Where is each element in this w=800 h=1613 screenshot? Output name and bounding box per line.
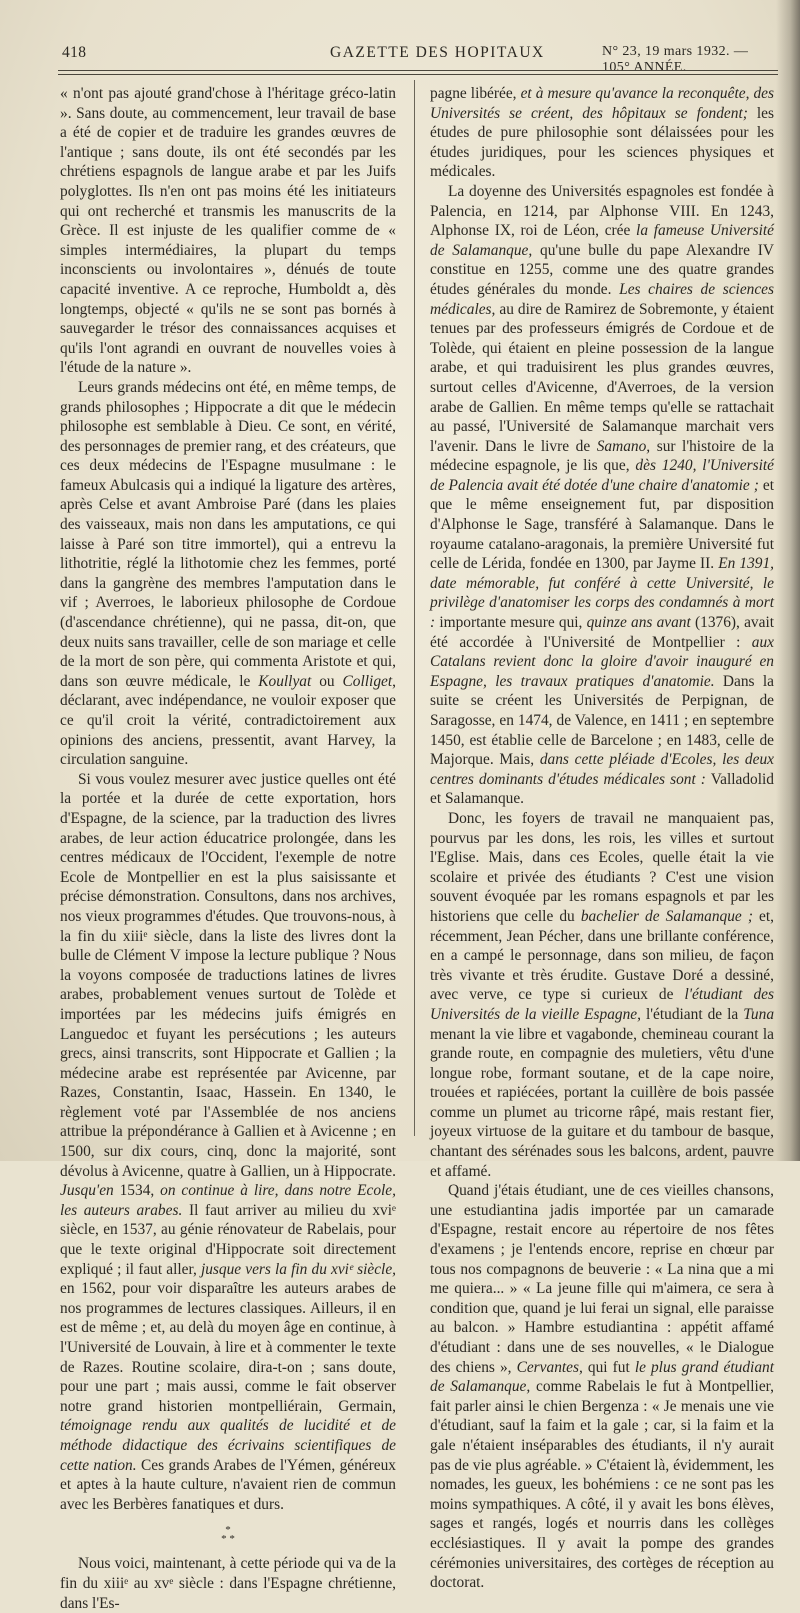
issue-info: N° 23, 19 mars 1932. — 105° ANNÉE. (602, 44, 749, 75)
paragraph: Si vous voulez mesurer avec justice quelles ont été la portée et la durée de cette exportation, hors d'Espagne, de la science, par la traduction des livres arabes, de leur action éducatrice prolongée, dans les centres médicaux de l'Occident, l'exemple de notre Ecole de Montpellier en est la plus saisissante et précise démonstration. Consultons, dans nos archives, nos vieux programmes d'études. Que trouvons-nous, à la fin du xiiiᵉ siècle, dans la liste des livres dont la bulle de Clément V impose la lecture publique ? Nous la voyons composée de traductions latines de livres arabes, probablement venues surtout de Tolède et importées par les médecins juifs émigrés en Languedoc et fuyant les persécutions ; les auteurs grecs, ainsi transcrits, sont Hippocrate et Gallien ; la médecine arabe est représentée par Avicenne, par Razes, Constantin, Isaac, Hassein. En 1340, le règlement voté par l'Assemblée de nos anciens attribue la prépondérance à Gallien et à Avicenne ; en 1500, sur dix cours, cinq, donc la majorité, sont dévolus à Avicenne, quatre à Gallien, un à Hippocrate. Jusqu'en 1534, on continue à lire, dans notre Ecole, les auteurs arabes. Il faut arriver au milieu du xviᵉ siècle, en 1537, au génie rénovateur de Rabelais, pour que le texte original d'Hippocrate soit directement expliqué ; il faut aller, jusque vers la fin du xviᵉ siècle, en 1562, pour voir disparaître les auteurs arabes de nos programmes de lectures classiques. Ailleurs, il en est de même ; et, au delà du moyen âge en continue, à l'Université de Louvain, à lire et à commenter le texte de Razes. Routine scolaire, dira-t-on ; sans doute, pour une part ; mais aussi, comme le fait observer notre grand historien montpelliérain, Germain, témoignage rendu aux qualités de lucidité et de méthode didactique des écrivains scientifiques de cette nation. Ces grands Arabes de l'Yémen, généreux et aptes à la haute culture, n'avaient rien de commun avec les Berbères fanatiques et durs. (60, 770, 396, 1513)
section-asterism: * * * (221, 1524, 235, 1546)
paragraph: Donc, les foyers de travail ne manquaient pas, pourvus par les dons, les rois, les villes et surtout l'Eglise. Mais, dans ces Ecoles, quelle était la vie scolaire et privée des étudiants ? C'est une vision souvent évoquée par les romans espagnols et par les historiens que celle du bachelier de Salamanque ; et, récemment, Jean Pécher, dans une brillante conférence, en a campé le personnage, dans son milieu, de façon très vivante et très érudite. Gustave Doré a dessiné, avec verve, ce type si curieux de l'étudiant des Universités de la vieille Espagne, l'étudiant de la Tuna menant la vie libre et vagabonde, chemineau courant la grande route, en compagnie des muletiers, vêtu d'une longue robe, formant soutane, et de la cape noire, trouées et rapiécées, portant la cuillère de bois passée comme un plumet au tricorne râpé, mais restant fier, joyeux virtuose de la guitare et du tambour de basque, chantant des sérénades sous les balcons, ardent, pauvre et affamé. (430, 809, 775, 1180)
page-spine-shadow (776, 0, 800, 1161)
header-rule-top (58, 70, 778, 71)
running-header (62, 44, 772, 75)
paragraph: Leurs grands médecins ont été, en même temps, de grands philosophes ; Hippocrate a dit que le médecin philosophe est semblable à Dieu. Ce sont, en vérité, des personnages de premier rang, et des créateurs, que ces deux médecins de l'Espagne musulmane : le fameux Abulcasis qui a indiqué la ligature des artères, après Celse et avant Ambroise Paré (dans les plaies des vaisseaux, mais non dans les amputations, ce qui laisse à Paré son titre immortel), qui a entrevu la lithotritie, réglé la lithotomie chez les femmes, porté dans la gangrène des membres l'amputation dans le vif ; Averroes, le laborieux philosophe de Cordoue (d'ascendance chrétienne), qui ne passa, dit-on, que deux nuits sans travailler, celle de son mariage et celle de la mort de son père, qui commenta Aristote et qui, dans son œuvre médicale, le Koullyat ou Colliget, déclarant, avec indépendance, ne vouloir exposer que ce qu'il croit la vérité, contradictoirement aux opinions des anciens, pressentit, avant Harvey, la circulation sanguine. (60, 378, 396, 769)
column-divider (414, 80, 415, 1136)
paragraph: La doyenne des Universités espagnoles est fondée à Palencia, en 1214, par Alphonse VIII. En 1243, Alphonse IX, roi de Léon, crée la fameuse Université de Salamanque, qu'une bulle du pape Alexandre IV constitue en 1255, comme une des quatre grandes études générales du monde. Les chaires de sciences médicales, au dire de Ramirez de Sobremonte, y étaient tenues par des professeurs émigrés de Cordoue et de Tolède, qui étaient en pleine possession de la langue arabe, et qui traduisirent les plus grandes œuvres, surtout celles d'Avicenne, d'Averroes, de la version arabe de Gallien. En même temps qu'elle se rattachait au passé, l'Université de Salamanque marchait vers l'avenir. Dans le livre de Samano, sur l'histoire de la médecine espagnole, je lis que, dès 1240, l'Université de Palencia avait été dotée d'une chaire d'anatomie ; et que le même enseignement fut, par disposition d'Alphonse le Sage, transféré à Salamanque. Dans le royaume catalano-aragonais, la première Université fut celle de Lérida, fondée en 1300, par Jayme II. En 1391, date mémorable, fut conféré à cette Université, le privilège d'anatomiser les corps des condamnés à mort : importante mesure qui, quinze ans avant (1376), avait été accordée à l'Université de Montpellier : aux Catalans revient donc la gloire d'avoir inauguré en Espagne, les travaux pratiques d'anatomie. Dans la suite se créent les Universités de Perpignan, de Saragosse, en 1474, de Valence, en 1411 ; en septembre 1450, est établie celle de Barcelone ; en 1483, celle de Majorque. Mais, dans cette pléiade d'Ecoles, les deux centres dominants d'études médicales sont : Valladolid et Salamanque. (430, 182, 775, 808)
left-column (60, 84, 396, 1613)
journal-title: GAZETTE DES HOPITAUX (330, 44, 545, 61)
page-number: 418 (62, 44, 87, 61)
paragraph: pagne libérée, et à mesure qu'avance la reconquête, des Universités se créent, des hôpitaux se fondent; les études de pure philosophie sont délaissées pour les études juridiques, pour les sciences physiques et médicales. (430, 85, 774, 181)
paragraph: Quand j'étais étudiant, une de ces vieilles chansons, une estudiantina jadis importée par un camarade d'Espagne, restait encore au répertoire de nos fêtes d'examens ; je l'entends encore, reprise en chœur par tous nos compagnons de beuverie : « La nina que a mi me quiera... » « La jeune fille qui m'aimera, ce sera à condition que, quand je lui ferai un signal, elle paraisse au balcon. » Hambre estudiantina : appétit affamé d'étudiant : dans une de ses nouvelles, « le Dialogue des chiens », Cervantes, qui fut le plus grand étudiant de Salamanque, comme Rabelais le fut à Montpellier, fait parler ainsi le chien Bergenza : « Je menais une vie d'étudiant, sauf la faim et la gale ; car, si la faim et la gale n'étaient inséparables des étudiants, il n'y aurait pas de vie plus agréable. » C'étaient là, évidemment, les nomades, les gueux, les bohémiens : ce ne sont pas les moins sympathiques. A côté, il y avait les bons élèves, sages et rangés, logés et nourris dans les collèges ecclésiastiques. Il y avait la pompe des grandes cérémonies universitaires, des cortèges de réception au doctorat. (430, 1182, 775, 1592)
right-column (430, 84, 774, 1593)
header-rule-bottom (58, 74, 778, 75)
paragraph: Nous voici, maintenant, à cette période qui va de la fin du xiiiᵉ au xvᵉ siècle : dans l'Espagne chrétienne, dans l'Es- (60, 1555, 396, 1612)
paragraph: « n'ont pas ajouté grand'chose à l'héritage gréco-latin ». Sans doute, au commencement, leur travail de base a été de copier et de traduire les grandes œuvres de l'antique ; sans doute, ils ont été secondés par les chrétiens espagnols de langue arabe et par les Juifs polyglottes. Ils n'en ont pas moins été les initiateurs qui ont recherché et transmis les manuscrits de la Grèce. Il est injuste de les qualifier comme de « simples intermédiaires, la plupart du temps inconscients ou involontaires », dénués de toute capacité inventive. A ce reproche, Humboldt a, dès longtemps, objecté « qu'ils ne se sont pas bornés à sauvegarder le trésor des connaissances acquises et qu'ils l'ont agrandi en ouvrant de nouvelles voies à l'étude de la nature ». (60, 85, 396, 377)
